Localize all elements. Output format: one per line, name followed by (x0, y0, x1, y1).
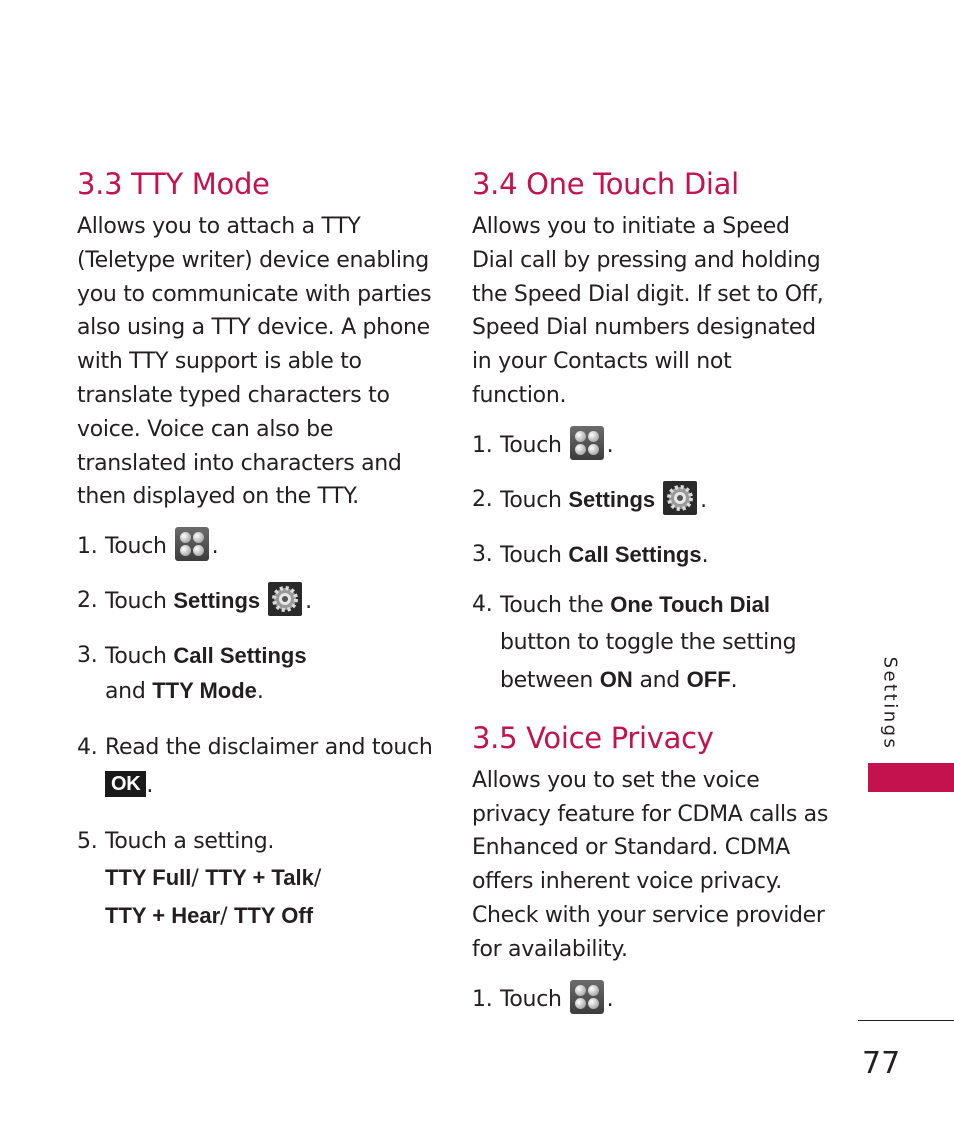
menu-grid-icon (175, 527, 209, 561)
ok-button: OK (105, 771, 146, 797)
sidebar-section-tab (868, 763, 954, 792)
tty-step-1: 1. Touch . (77, 530, 437, 564)
settings-gear-icon (663, 481, 697, 515)
otd-step-4: 4. Touch the One Touch Dial button to toggle the setting between ON and OFF. (472, 591, 797, 693)
section-heading-tty-mode: 3.3 TTY Mode (77, 167, 270, 201)
otd-step-2: 2. Touch Settings . (472, 483, 832, 518)
tty-step-2: 2. Touch Settings . (77, 584, 437, 619)
menu-grid-icon (570, 426, 604, 460)
voice-privacy-description: Allows you to set the voice privacy feature for CDMA calls as Enhanced or Standard. CDMA offers inherent voice privacy. Check with your service provider for availability. (472, 767, 829, 962)
sidebar-section-label: Settings (879, 656, 901, 751)
vp-step-1: 1. Touch . (472, 983, 832, 1017)
one-touch-dial-description: Allows you to initiate a Speed Dial call by pressing and holding the Speed Dial digit. If set to Off, Speed Dial numbers designated in your Contacts will not function. (472, 214, 824, 408)
menu-grid-icon (570, 980, 604, 1014)
section-heading-voice-privacy: 3.5 Voice Privacy (472, 720, 714, 755)
left-column (77, 164, 437, 935)
otd-step-3: 3. Touch Call Settings. (472, 541, 709, 568)
tty-step-4: 4. Read the disclaimer and touch OK . (77, 735, 433, 799)
settings-gear-icon (268, 582, 302, 616)
tty-step-3: 3. Touch Call Settings and TTY Mode. (77, 643, 307, 705)
footer-rule (858, 1020, 954, 1021)
right-column (472, 164, 832, 1017)
tty-mode-description: Allows you to attach a TTY (Teletype writer) device enabling you to communicate with parties also using a TTY device. A phone with TTY support is able to translate typed characters to voice. Voice can also be translated into characters and then displayed on the TTY. (77, 214, 432, 510)
otd-step-1: 1. Touch . (472, 429, 832, 463)
page-number: 77 (862, 1046, 901, 1081)
section-heading-one-touch-dial: 3.4 One Touch Dial (472, 167, 739, 201)
tty-step-5: 5. Touch a setting. TTY Full/ TTY + Talk/ TTY + Hear/ TTY Off (77, 829, 321, 930)
